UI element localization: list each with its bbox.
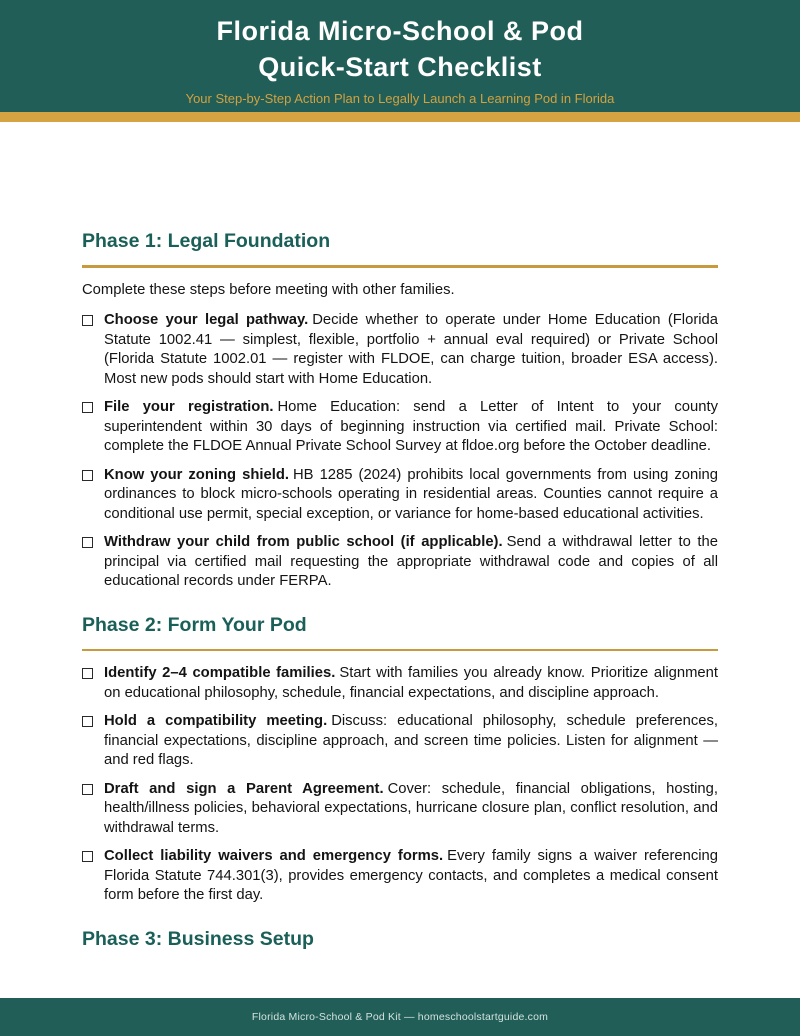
item-lead: Withdraw your child from public school (if applicable). xyxy=(104,534,503,550)
section-divider xyxy=(82,265,718,268)
checkbox[interactable] xyxy=(82,402,93,413)
page-title-line1: Florida Micro-School & Pod xyxy=(216,16,584,46)
item-body: Discuss: educational philosophy, schedule preferences, financial expectations, discipline approach, and screen time policies. Listen for alignment — and red flags. xyxy=(104,713,718,768)
checklist-item-text xyxy=(104,466,718,525)
phase-2-heading: Phase 2: Form Your Pod xyxy=(82,613,307,636)
item-lead: File your registration. xyxy=(104,399,274,415)
footer-text: Florida Micro-School & Pod Kit — homeschoolstartguide.com xyxy=(251,1011,549,1023)
checkbox[interactable] xyxy=(82,470,93,481)
section-divider xyxy=(82,649,718,652)
item-lead: Know your zoning shield. xyxy=(104,466,289,483)
checkbox[interactable] xyxy=(82,716,93,727)
page-title-line2: Quick-Start Checklist xyxy=(258,52,542,82)
item-body: Cover: schedule, financial obligations, hosting, health/illness policies, behavioral expectations, hurricane closure plan, conflict resolution, and withdrawal terms. xyxy=(104,780,718,836)
page-footer xyxy=(0,998,800,1036)
phase-1-heading: Phase 1: Legal Foundation xyxy=(82,230,331,252)
item-body: Home Education: send a Letter of Intent to your county superintendent within 30 days of beginning instruction via certified mail. Private School: complete the FLDOE Annual Private School Survey at fldoe.org before the October deadline. xyxy=(104,399,718,454)
item-body: Send a withdrawal letter to the principal via certified mail requesting the appropriate withdrawal code and copies of all educational records under FERPA. xyxy=(104,534,718,589)
checklist-item xyxy=(82,780,718,839)
checklist-item-text xyxy=(104,311,718,389)
checklist-item xyxy=(82,533,718,592)
checklist-content xyxy=(0,228,800,952)
checklist-item xyxy=(82,712,718,771)
item-lead: Identify 2–4 compatible families. xyxy=(104,665,336,681)
checklist-item-text xyxy=(104,398,718,457)
item-lead: Choose your legal pathway. xyxy=(104,312,309,328)
item-body: Every family signs a waiver referencing Florida Statute 744.301(3), provides emergency contacts, and completes a medical consent form before the first day. xyxy=(104,848,718,903)
checklist-item xyxy=(82,311,718,389)
phase-3-heading: Phase 3: Business Setup xyxy=(82,927,314,950)
header-banner xyxy=(0,0,800,112)
phase-1-intro: Complete these steps before meeting with other families. xyxy=(82,281,455,298)
checklist-item-text xyxy=(104,847,718,906)
gold-accent-bar xyxy=(0,112,800,122)
phase-2-items xyxy=(82,664,718,906)
checklist-item-text xyxy=(104,533,718,592)
item-lead: Collect liability waivers and emergency forms. xyxy=(104,848,444,864)
checkbox[interactable] xyxy=(82,784,93,795)
item-body: Start with families you already know. Prioritize alignment on educational philosophy, schedule, financial expectations, and discipline approach. xyxy=(104,665,718,701)
checkbox[interactable] xyxy=(82,537,93,548)
item-lead: Draft and sign a Parent Agreement. xyxy=(104,780,384,797)
checklist-item-text xyxy=(104,664,718,703)
checklist-item xyxy=(82,466,718,525)
checkbox[interactable] xyxy=(82,668,93,679)
checklist-item-text xyxy=(104,712,718,771)
checklist-item-text xyxy=(104,780,718,839)
item-body: HB 1285 (2024) prohibits local governments from using zoning ordinances to block micro-schools operating in residential areas. Counties cannot require a conditional use permit, special exception, or variance for home-based educational activities. xyxy=(104,466,718,522)
checklist-item xyxy=(82,847,718,906)
page-subtitle: Your Step-by-Step Action Plan to Legally Launch a Learning Pod in Florida xyxy=(185,91,615,106)
checklist-item xyxy=(82,664,718,703)
checklist-item xyxy=(82,398,718,457)
item-body: Decide whether to operate under Home Education (Florida Statute 1002.41 — simplest, flexible, portfolio + annual eval required) or Private School (Florida Statute 1002.01 — register with FLDOE, can charge tuition, broader ESA access). Most new pods should start with Home Education. xyxy=(104,312,718,387)
checkbox[interactable] xyxy=(82,851,93,862)
phase-1-items xyxy=(82,311,718,592)
checkbox[interactable] xyxy=(82,315,93,326)
item-lead: Hold a compatibility meeting. xyxy=(104,713,328,729)
